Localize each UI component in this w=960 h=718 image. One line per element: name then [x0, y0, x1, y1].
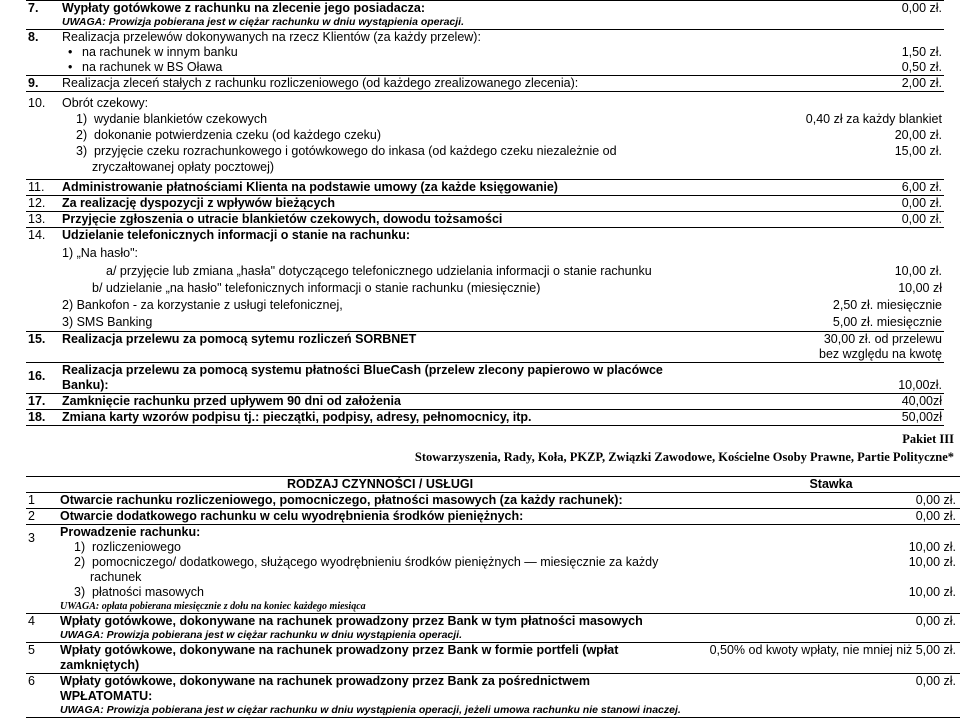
list-item: a/ przyjęcie lub zmiana „hasła" dotyczącego telefonicznego udzielania informacji o stanie rachunku — [106, 263, 652, 278]
row-value: 10,00 zł. — [894, 263, 942, 278]
row-value: 10,00zł. — [898, 377, 942, 392]
row-note: UWAGA: Prowizja pobierana jest w ciężar rachunku w dniu wystąpienia operacji. — [60, 629, 463, 641]
row-number: 13. — [26, 212, 60, 228]
row-title: Udzielanie telefonicznych informacji o stanie na rachunku: — [62, 228, 410, 242]
row-value: 0,00 zł. — [704, 212, 944, 228]
table-row — [26, 525, 960, 614]
row-title: Realizacja przelewu za pomocą sytemu rozliczeń SORBNET — [60, 331, 704, 362]
bullet-item: • na rachunek w BS Oława — [62, 60, 704, 75]
row-number: 4 — [26, 614, 58, 643]
row-value: 1,50 zł. — [901, 45, 942, 59]
row-value: 0,00 zł. — [700, 493, 960, 509]
table-row — [26, 196, 944, 212]
row-number: 11. — [26, 180, 60, 196]
row-number: 1 — [26, 493, 58, 509]
row-title: Obrót czekowy: — [62, 96, 149, 110]
table-row — [26, 331, 944, 362]
row-title: Przyjęcie zgłoszenia o utracie blankietów czekowych, dowodu tożsamości — [60, 212, 704, 228]
row-value: 0,00 zł. — [704, 1, 944, 30]
row-number: 2 — [26, 509, 58, 525]
row-value: 50,00zł — [704, 409, 944, 425]
row-value: 0,00 zł. — [700, 614, 960, 643]
row-title: Realizacja przelewów dokonywanych na rzecz Klientów (za każdy przelew): — [62, 30, 481, 44]
row-title-cont: Banku): — [62, 377, 109, 392]
row-title: Wpłaty gotówkowe, dokonywane na rachunek prowadzony przez Bank w tym płatności masowych — [60, 614, 643, 628]
row-value: 40,00zł — [704, 393, 944, 409]
row-value: 10,00 zł. — [908, 540, 956, 554]
list-item: 1) wydanie blankietów czekowych — [76, 112, 268, 126]
row-note: UWAGA: opłata pobierana miesięcznie z dołu na koniec każdego miesiąca — [60, 601, 366, 612]
table-row — [26, 493, 960, 509]
row-number: 7. — [26, 1, 60, 30]
list-item: 1) „Na hasło": — [62, 245, 138, 260]
row-number: 8. — [26, 30, 60, 76]
row-title-cont: WPŁATOMATU: — [60, 689, 153, 703]
table-row — [26, 92, 944, 180]
bullet-item: • na rachunek w innym banku — [62, 45, 704, 60]
list-item: 3) przyjęcie czeku rozrachunkowego i gotówkowego do inkasa (od każdego czeku niezależnie od — [76, 144, 617, 158]
table-row — [26, 614, 960, 643]
row-value: 2,50 zł. miesięcznie — [832, 297, 942, 312]
row-value: 30,00 zł. od przelewu — [823, 331, 942, 346]
package-heading — [415, 430, 954, 466]
table-row — [26, 509, 960, 525]
row-value: 0,00 zł. — [700, 509, 960, 525]
row-value: 20,00 zł. — [894, 128, 942, 142]
table-row — [26, 393, 944, 409]
row-number: 15. — [26, 331, 60, 362]
row-value: 5,00 zł. miesięcznie — [832, 314, 942, 329]
table-row — [26, 76, 944, 92]
row-title: Administrowanie płatnościami Klienta na podstawie umowy (za każde księgowanie) — [60, 180, 704, 196]
row-title: Zmiana karty wzorów podpisu tj.: pieczątki, podpisy, adresy, pełnomocnicy, itp. — [60, 409, 704, 425]
row-value: 0,50% od kwoty wpłaty, nie mniej niż 5,00 zł. — [700, 643, 960, 674]
package-title: Pakiet III — [902, 432, 954, 446]
row-value: 0,00 zł. — [704, 196, 944, 212]
row-number: 16. — [26, 362, 60, 393]
row-note: UWAGA: Prowizja pobierana jest w ciężar rachunku w dniu wystąpienia operacji. — [62, 16, 465, 28]
row-title: Wypłaty gotówkowe z rachunku na zlecenie jego posiadacza: — [62, 1, 426, 15]
row-number: 9. — [26, 76, 60, 92]
row-number: 6 — [26, 674, 58, 718]
list-item: 3) płatności masowych — [74, 585, 204, 599]
table-row — [26, 409, 944, 425]
row-title: Wpłaty gotówkowe, dokonywane na rachunek prowadzony przez Bank za pośrednictwem — [60, 674, 590, 688]
package-subtitle: Stowarzyszenia, Rady, Koła, PKZP, Związki Zawodowe, Kościelne Osoby Prawne, Partie Polityczne* — [414, 450, 954, 464]
table-row — [26, 643, 960, 674]
row-title: Realizacja przelewu za pomocą systemu płatności BlueCash (przelew zlecony papierowo w placówce — [62, 362, 663, 377]
list-item: 2) dokonanie potwierdzenia czeku (od każdego czeku) — [76, 128, 382, 142]
row-note: UWAGA: Prowizja pobierana jest w ciężar rachunku w dniu wystąpienia operacji, jeżeli umowa rachunku nie stanowi inaczej. — [60, 704, 681, 716]
row-title: Wpłaty gotówkowe, dokonywane na rachunek prowadzony przez Bank w formie portfeli (wpłat — [60, 643, 619, 657]
row-number: 5 — [26, 643, 58, 674]
row-number: 12. — [26, 196, 60, 212]
row-title: Otwarcie rachunku rozliczeniowego, pomocniczego, płatności masowych (za każdy rachunek): — [58, 493, 700, 509]
header-activity: RODZAJ CZYNNOŚCI / USŁUGI — [58, 477, 700, 493]
row-title: Otwarcie dodatkowego rachunku w celu wyodrębnienia środków pieniężnych: — [58, 509, 700, 525]
row-number: 10. — [26, 92, 60, 180]
row-value: 10,00 zł — [898, 280, 942, 295]
row-number: 18. — [26, 409, 60, 425]
list-item: 1) rozliczeniowego — [74, 540, 181, 554]
row-value: 10,00 zł. — [908, 555, 956, 569]
row-number: 3 — [26, 525, 58, 614]
list-item: 2) Bankofon - za korzystanie z usługi telefonicznej, — [62, 297, 343, 312]
row-number: 17. — [26, 393, 60, 409]
row-value: 2,00 zł. — [704, 76, 944, 92]
table-row — [26, 30, 944, 76]
list-item-cont: zryczałtowanej opłaty pocztowej) — [92, 160, 275, 174]
list-item: b/ udzielanie „na hasło" telefonicznych informacji o stanie rachunku (miesięcznie) — [92, 280, 541, 295]
row-title-cont: zamkniętych) — [60, 658, 140, 672]
row-value: 0,50 zł. — [901, 60, 942, 74]
table-row — [26, 674, 960, 718]
list-item: 3) SMS Banking — [62, 314, 153, 329]
row-value: 0,40 zł za każdy blankiet — [805, 112, 942, 126]
list-item-cont: rachunek — [90, 570, 142, 584]
row-title: Zamknięcie rachunku przed upływem 90 dni od założenia — [60, 393, 704, 409]
row-value: 6,00 zł. — [704, 180, 944, 196]
table-row — [26, 212, 944, 228]
row-value-2: bez względu na kwotę — [819, 346, 942, 361]
table-row — [26, 1, 944, 30]
table-header — [26, 477, 960, 493]
header-rate: Stawka — [700, 477, 960, 493]
table-row — [26, 362, 944, 393]
list-item: 2) pomocniczego/ dodatkowego, służącego wyodrębnieniu środków pieniężnych — miesięcznie za każdy — [74, 555, 659, 569]
row-title: Za realizację dyspozycji z wpływów bieżących — [60, 196, 704, 212]
fee-table-package — [26, 476, 960, 718]
row-number: 14. — [26, 228, 60, 332]
row-title: Realizacja zleceń stałych z rachunku rozliczeniowego (od każdego zrealizowanego zlecenia): — [60, 76, 704, 92]
row-value: 0,00 zł. — [700, 674, 960, 718]
table-row — [26, 228, 944, 332]
row-title: Prowadzenie rachunku: — [60, 525, 201, 539]
fee-table-upper — [26, 0, 944, 426]
row-value: 15,00 zł. — [894, 144, 942, 158]
row-value: 10,00 zł. — [908, 585, 956, 599]
table-row — [26, 180, 944, 196]
